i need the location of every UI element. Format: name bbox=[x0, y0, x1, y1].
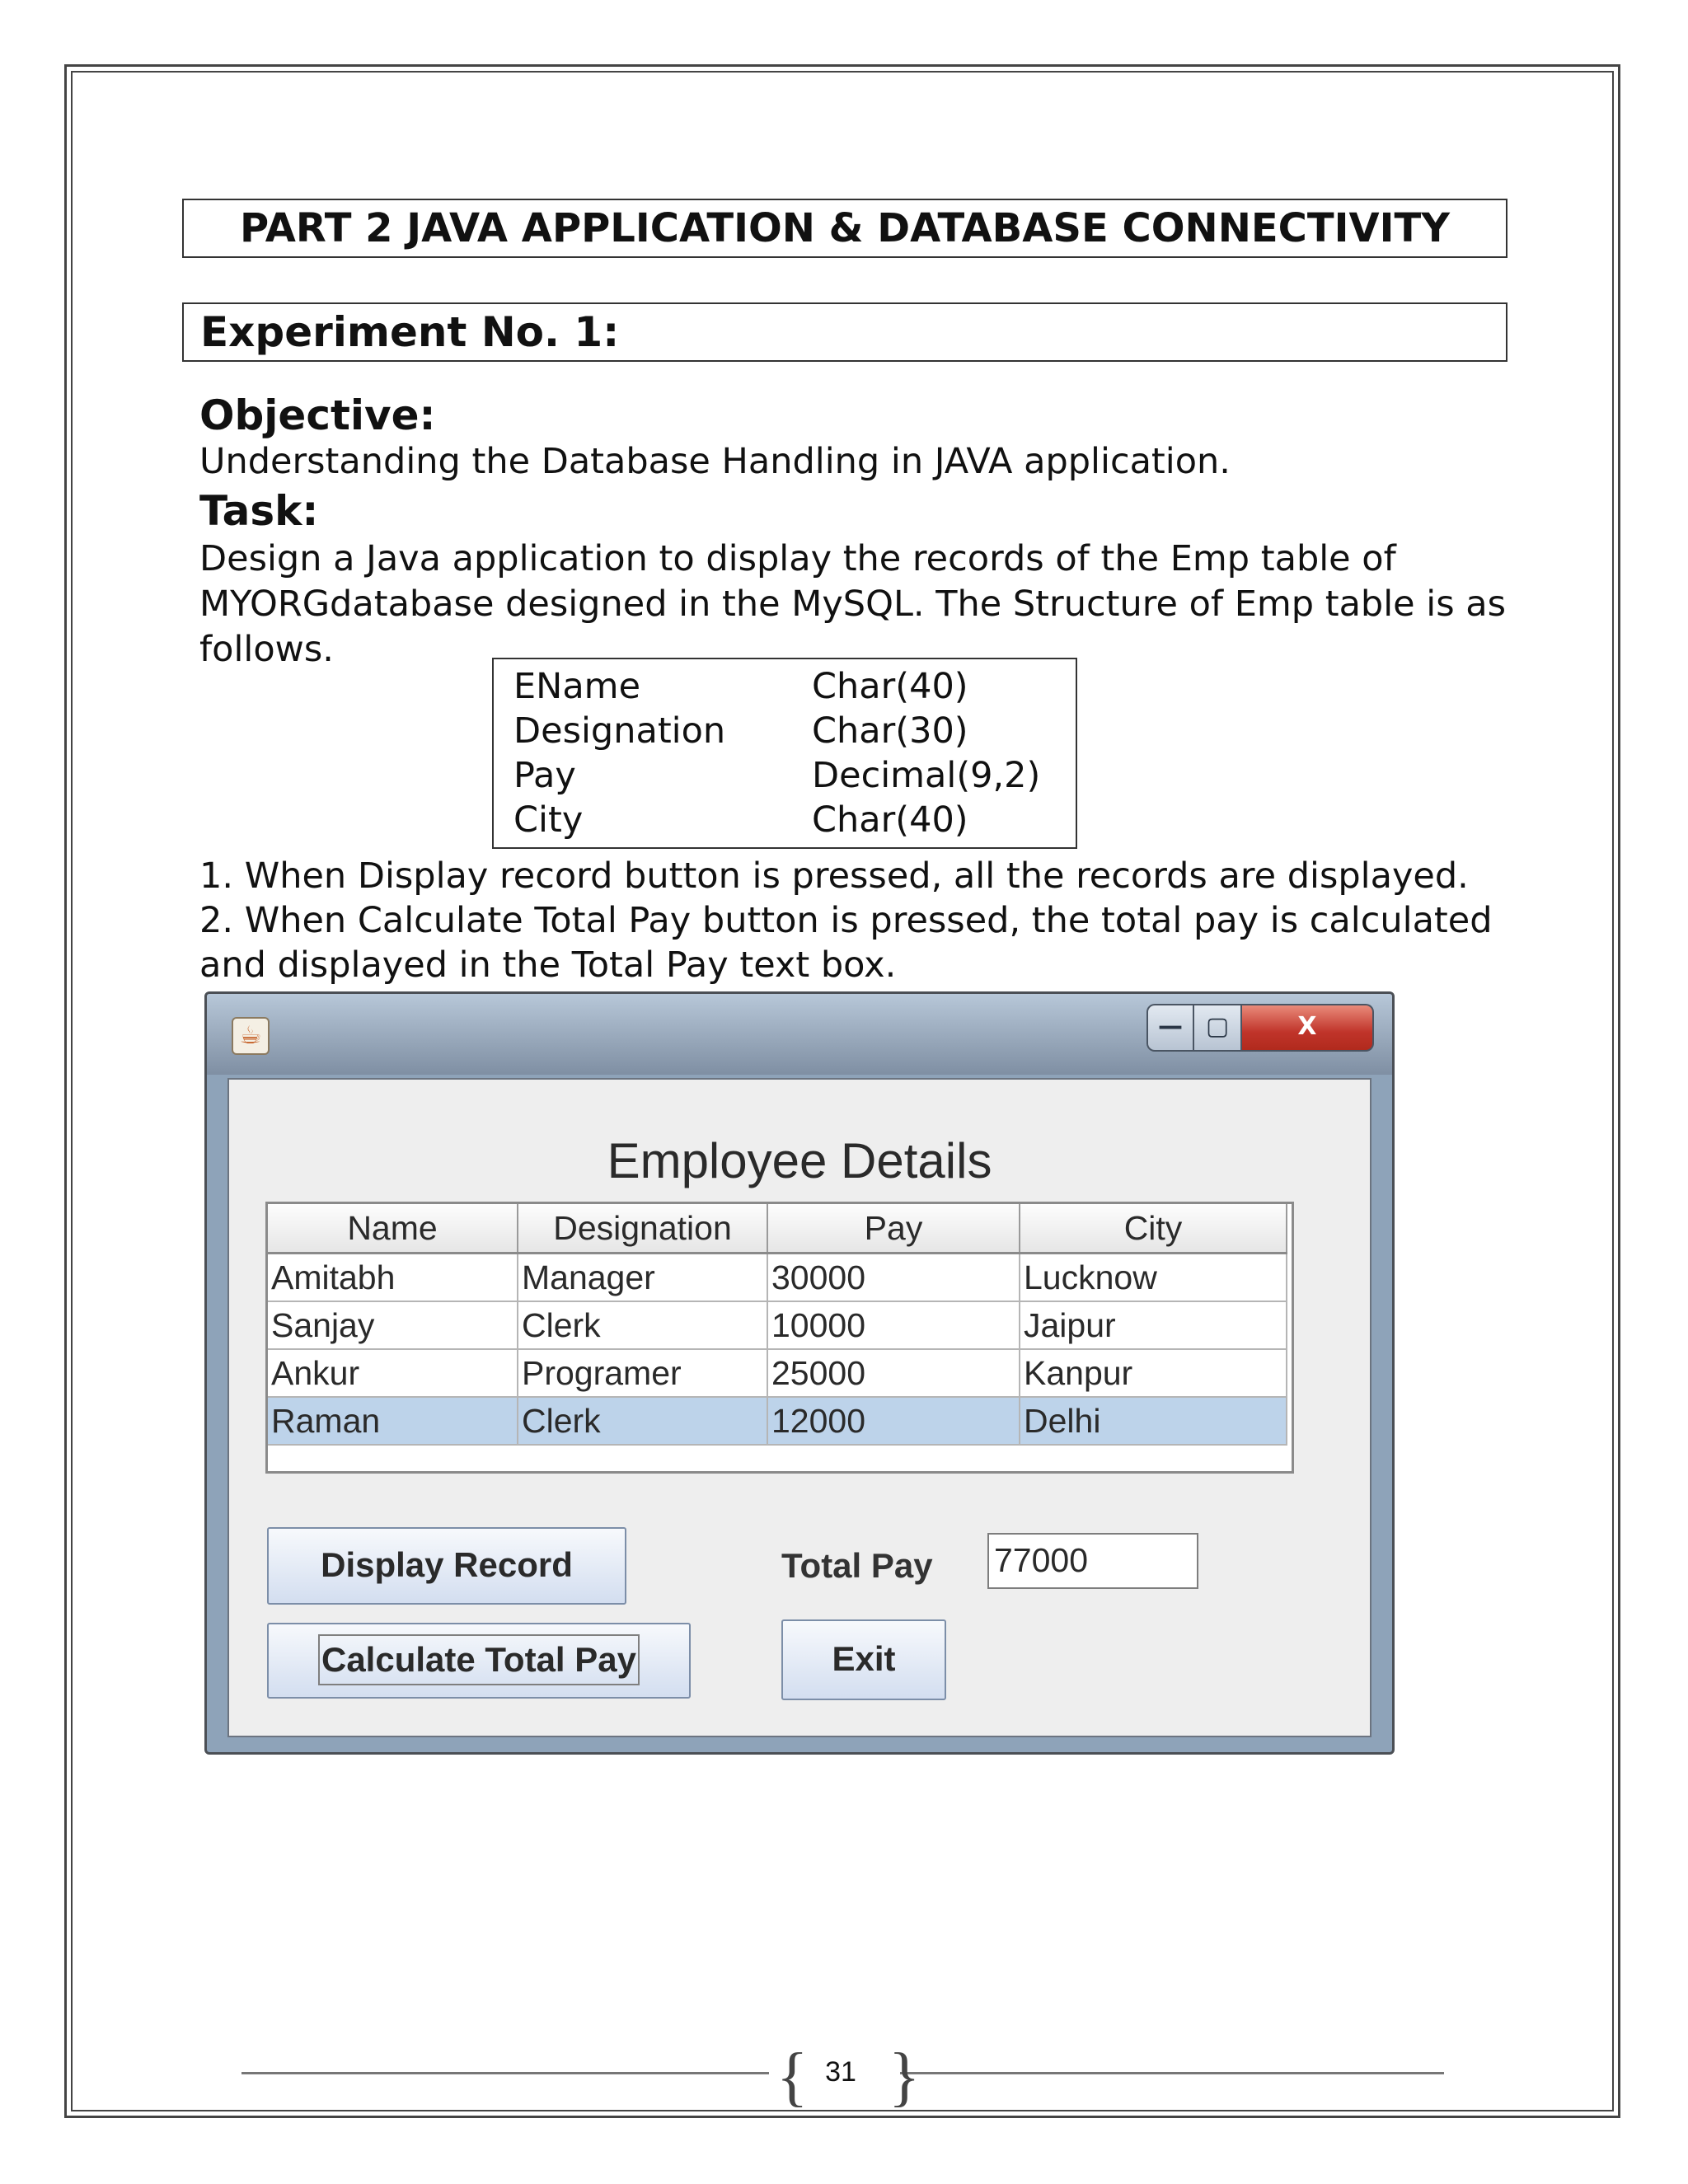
employee-details-title: Employee Details bbox=[607, 1133, 992, 1188]
column-header-city[interactable]: City bbox=[1020, 1204, 1287, 1254]
task-line-1: Design a Java application to display the records of the Emp table of bbox=[199, 538, 1396, 579]
calculate-total-pay-button[interactable] bbox=[267, 1623, 691, 1699]
page-number: 31 bbox=[825, 2056, 856, 2088]
structure-field: Pay bbox=[513, 755, 576, 796]
structure-field: Designation bbox=[513, 710, 726, 752]
objective-text: Understanding the Database Handling in JAVA application. bbox=[199, 441, 1231, 482]
table-cell[interactable]: Clerk bbox=[518, 1397, 767, 1445]
table-cell[interactable]: Ankur bbox=[268, 1349, 518, 1397]
part-title: PART 2 JAVA APPLICATION & DATABASE CONNECTIVITY bbox=[182, 199, 1507, 258]
table-cell[interactable]: Programer bbox=[518, 1349, 767, 1397]
footer-brace-right: } bbox=[889, 2041, 921, 2113]
exit-button[interactable]: Exit bbox=[781, 1619, 946, 1700]
objective-heading: Objective: bbox=[199, 391, 436, 439]
minimize-button[interactable]: — bbox=[1146, 1004, 1194, 1052]
structure-type: Char(40) bbox=[812, 666, 968, 707]
table-cell[interactable]: Kanpur bbox=[1020, 1349, 1287, 1397]
table-cell[interactable]: Lucknow bbox=[1020, 1254, 1287, 1302]
table-cell[interactable]: Raman bbox=[268, 1397, 518, 1445]
structure-type: Decimal(9,2) bbox=[812, 755, 1041, 796]
structure-row bbox=[513, 664, 968, 709]
table-row[interactable] bbox=[268, 1301, 1287, 1349]
employee-table[interactable] bbox=[265, 1202, 1294, 1474]
table-cell[interactable]: Manager bbox=[518, 1254, 767, 1302]
table-cell[interactable]: 25000 bbox=[767, 1349, 1020, 1397]
table-cell[interactable]: 30000 bbox=[767, 1254, 1020, 1302]
instruction-line-1: 1. When Display record button is pressed, all the records are displayed. bbox=[199, 855, 1469, 897]
table-header-row bbox=[268, 1204, 1287, 1254]
total-pay-field[interactable]: 77000 bbox=[987, 1533, 1198, 1589]
structure-type: Char(40) bbox=[812, 799, 968, 841]
structure-row bbox=[513, 753, 1041, 798]
maximize-button[interactable]: ▢ bbox=[1194, 1004, 1242, 1052]
table-cell[interactable]: Jaipur bbox=[1020, 1301, 1287, 1349]
structure-field: City bbox=[513, 799, 584, 841]
column-header-pay[interactable]: Pay bbox=[767, 1204, 1020, 1254]
structure-row bbox=[513, 709, 968, 753]
structure-field: EName bbox=[513, 666, 641, 707]
close-button[interactable]: X bbox=[1242, 1004, 1374, 1052]
experiment-title: Experiment No. 1: bbox=[182, 302, 1507, 362]
table-row-selected[interactable] bbox=[268, 1397, 1287, 1445]
window-content bbox=[227, 1078, 1372, 1737]
calculate-total-pay-label: Calculate Total Pay bbox=[318, 1634, 640, 1685]
table-cell[interactable]: Clerk bbox=[518, 1301, 767, 1349]
instruction-line-2: 2. When Calculate Total Pay button is pressed, the total pay is calculated bbox=[199, 900, 1493, 941]
footer-rule-right bbox=[900, 2072, 1444, 2074]
table-row[interactable] bbox=[268, 1349, 1287, 1397]
task-line-3: follows. bbox=[199, 629, 334, 670]
table-cell[interactable]: Amitabh bbox=[268, 1254, 518, 1302]
column-header-designation[interactable]: Designation bbox=[518, 1204, 767, 1254]
footer-brace-left: { bbox=[776, 2041, 809, 2113]
window-controls bbox=[1146, 1004, 1374, 1052]
total-pay-label: Total Pay bbox=[781, 1546, 933, 1585]
instruction-line-3: and displayed in the Total Pay text box. bbox=[199, 944, 897, 986]
table-cell[interactable]: 10000 bbox=[767, 1301, 1020, 1349]
task-line-2: MYORGdatabase designed in the MySQL. The Structure of Emp table is as bbox=[199, 583, 1507, 625]
structure-type: Char(30) bbox=[812, 710, 968, 752]
column-header-name[interactable]: Name bbox=[268, 1204, 518, 1254]
window-titlebar[interactable] bbox=[207, 994, 1392, 1075]
table-cell[interactable]: Sanjay bbox=[268, 1301, 518, 1349]
table-cell[interactable]: Delhi bbox=[1020, 1397, 1287, 1445]
table-row[interactable] bbox=[268, 1254, 1287, 1302]
table-cell[interactable]: 12000 bbox=[767, 1397, 1020, 1445]
footer-rule-left bbox=[241, 2072, 769, 2074]
emp-structure-box bbox=[492, 658, 1077, 849]
structure-row bbox=[513, 798, 968, 842]
task-heading: Task: bbox=[199, 487, 319, 535]
display-record-button[interactable]: Display Record bbox=[267, 1527, 626, 1605]
java-app-window bbox=[204, 991, 1395, 1755]
java-cup-icon[interactable]: ☕ bbox=[232, 1017, 270, 1055]
